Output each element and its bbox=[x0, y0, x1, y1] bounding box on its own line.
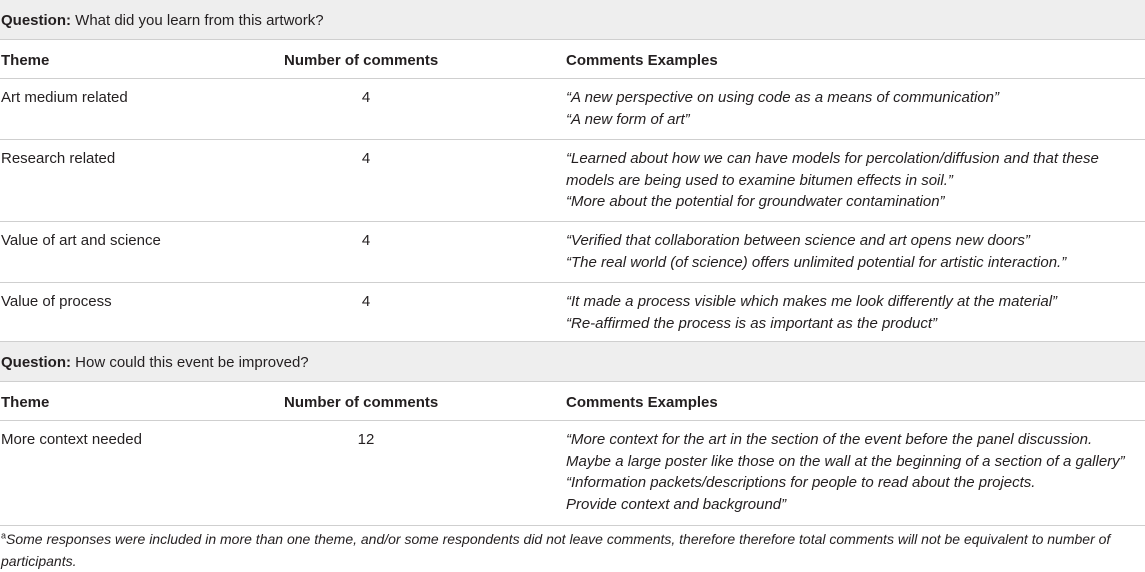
footnote-text-line2: participants. bbox=[1, 552, 77, 569]
example-line: “A new form of art” bbox=[566, 110, 690, 128]
example-line: “Information packets/descriptions for people to read about the projects. bbox=[566, 474, 1036, 491]
table-row bbox=[0, 283, 1145, 342]
example-line: “Verified that collaboration between science and art opens new doors” bbox=[566, 232, 1030, 249]
row-examples bbox=[566, 291, 1057, 334]
table-row bbox=[0, 222, 1145, 283]
question-1 bbox=[1, 10, 324, 32]
example-line: “Re-affirmed the process is as important as the product” bbox=[566, 314, 937, 332]
header-theme: Theme bbox=[1, 394, 50, 411]
header-examples: Comments Examples bbox=[566, 394, 718, 411]
header-row-1 bbox=[0, 40, 1145, 79]
example-line: models are being used to examine bitumen effects in soil.” bbox=[566, 171, 953, 189]
table-footnote bbox=[1, 529, 1141, 572]
row-count: 4 bbox=[361, 232, 371, 249]
question-row-1 bbox=[0, 0, 1145, 40]
example-line: “More context for the art in the section of the event before the panel discussion. bbox=[566, 431, 1093, 448]
row-examples bbox=[566, 87, 999, 130]
row-theme: Art medium related bbox=[1, 89, 128, 106]
row-count: 4 bbox=[361, 89, 371, 106]
row-examples bbox=[566, 429, 1125, 515]
row-examples bbox=[566, 230, 1066, 273]
table-row bbox=[0, 79, 1145, 140]
example-line: Maybe a large poster like those on the wall at the beginning of a section of a gallery” bbox=[566, 452, 1125, 470]
footnote-marker: a bbox=[1, 530, 7, 541]
example-line: “It made a process visible which makes me look differently at the material” bbox=[566, 293, 1058, 310]
header-count: Number of comments bbox=[284, 52, 439, 69]
row-count: 12 bbox=[357, 431, 375, 448]
question-text: What did you learn from this artwork? bbox=[71, 12, 324, 29]
row-theme: Research related bbox=[1, 150, 116, 167]
row-theme: More context needed bbox=[1, 431, 142, 448]
header-row-2 bbox=[0, 382, 1145, 421]
question-2 bbox=[1, 352, 309, 374]
example-line: “The real world (of science) offers unlimited potential for artistic interaction.” bbox=[566, 253, 1067, 271]
example-line: “A new perspective on using code as a means of communication” bbox=[566, 89, 1000, 106]
row-count: 4 bbox=[361, 293, 371, 310]
question-row-2 bbox=[0, 342, 1145, 382]
row-theme: Value of process bbox=[1, 293, 112, 310]
row-theme: Value of art and science bbox=[1, 232, 161, 249]
row-count: 4 bbox=[361, 150, 371, 167]
question-label: Question: bbox=[1, 12, 71, 29]
example-line: Provide context and background” bbox=[566, 495, 787, 513]
example-line: “Learned about how we can have models for percolation/diffusion and that these bbox=[566, 150, 1099, 167]
header-theme: Theme bbox=[1, 52, 50, 69]
question-label: Question: bbox=[1, 354, 71, 371]
header-examples: Comments Examples bbox=[566, 52, 718, 69]
example-line: “More about the potential for groundwater contamination” bbox=[566, 193, 945, 210]
row-examples bbox=[566, 148, 1099, 213]
footnote-text-line1: Some responses were included in more than one theme, and/or some respondents did not leave comments, therefore therefore total comments will not be equivalent to number of bbox=[6, 531, 1111, 547]
table-row bbox=[0, 421, 1145, 526]
question-text: How could this event be improved? bbox=[71, 354, 309, 371]
header-count: Number of comments bbox=[284, 394, 439, 411]
table-row bbox=[0, 140, 1145, 222]
